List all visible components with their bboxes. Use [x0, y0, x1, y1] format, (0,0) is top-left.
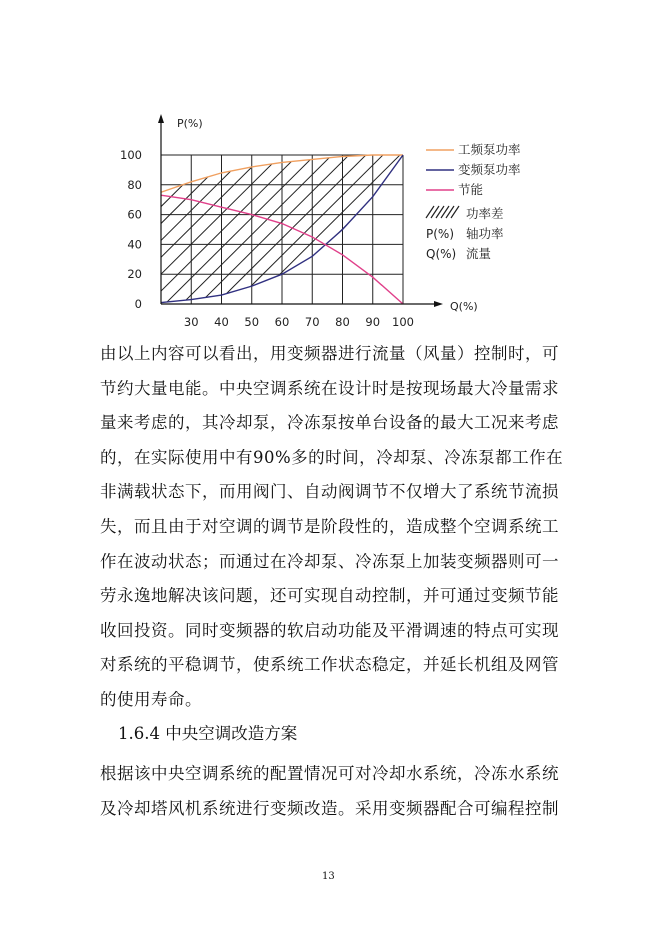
power-diff-hatch-line — [233, 145, 393, 304]
power-flow-chart — [118, 108, 558, 340]
legend-note-symbol: Q(%) — [426, 247, 457, 261]
body-paragraph-1 — [100, 337, 562, 718]
section-heading: 1.6.4 中央空调改造方案 — [118, 724, 298, 743]
legend-label-1: 变频泵功率 — [458, 162, 521, 177]
power-diff-hatch-line — [118, 145, 172, 304]
paragraph1-line: 的，在实际使用中有90%多的时间，冷却泵、冷冻泵都工作在 — [100, 447, 564, 467]
legend-note-meaning: 轴功率 — [466, 226, 504, 241]
legend-note-symbol: P(%) — [426, 227, 455, 241]
paragraph1-line: 对系统的平稳调节，使系统工作状态稳定，并延长机组及网管 — [100, 655, 559, 675]
x-tick-label: 50 — [244, 315, 260, 329]
power-diff-hatch-line — [199, 145, 359, 304]
y-tick-label: 100 — [120, 148, 142, 162]
paragraph1-line: 作在波动状态；而通过在冷却泵、冷冻泵上加装变频器则可一 — [100, 551, 559, 571]
body-paragraph-2 — [100, 757, 562, 826]
power-diff-hatch-line — [250, 145, 410, 304]
x-tick-label: 100 — [392, 315, 414, 329]
paragraph1-line: 的使用寿命。 — [100, 689, 202, 709]
power-diff-hatch-line — [118, 145, 121, 304]
legend-label-2: 节能 — [458, 182, 484, 197]
y-tick-label: 60 — [127, 207, 142, 222]
x-tick-label: 90 — [365, 315, 381, 329]
y-tick-label: 80 — [127, 177, 142, 192]
page-number: 13 — [322, 871, 335, 882]
paragraph1-line: 劳永逸地解决该问题，还可实现自动控制，并可通过变频节能 — [100, 586, 559, 606]
x-tick-label: 70 — [304, 315, 320, 329]
legend-note-meaning: 流量 — [466, 246, 492, 261]
paragraph2-line: 根据该中央空调系统的配置情况可对冷却水系统，冷冻水系统 — [100, 764, 559, 783]
x-tick-label: 40 — [214, 315, 229, 329]
paragraph1-line: 由以上内容可以看出，用变频器进行流量（风量）控制时，可 — [100, 344, 559, 363]
paragraph1-line: 失，而且由于对空调的调节是阶段性的，造成整个空调系统工 — [100, 516, 559, 536]
x-tick-label: 80 — [335, 315, 350, 329]
power-diff-hatch-line — [182, 145, 342, 304]
paragraph1-line: 节约大量电能。中央空调系统在设计时是按现场最大冷量需求 — [100, 378, 559, 398]
x-tick-label: 30 — [183, 315, 199, 329]
paragraph1-line: 非满载状态下，而用阀门、自动阀调节不仅增大了系统节流损 — [100, 482, 559, 502]
y-axis-label: P(%) — [177, 117, 203, 130]
y-tick-label: 40 — [127, 237, 142, 252]
x-tick-label: 60 — [274, 315, 290, 329]
x-axis-label: Q(%) — [450, 300, 478, 313]
legend-label-power-diff: 功率差 — [466, 206, 504, 221]
x-axis-arrow — [434, 301, 443, 307]
y-axis-arrow — [158, 114, 164, 123]
paragraph2-line: 及冷却塔风机系统进行变频改造。采用变频器配合可编程控制 — [100, 798, 559, 818]
power-diff-hatch-line — [284, 145, 444, 304]
power-diff-hatch-line — [301, 145, 461, 304]
y-tick-label: 0 — [134, 297, 142, 311]
legend-label-0: 工频泵功率 — [458, 142, 521, 157]
paragraph1-line: 量来考虑的，其冷却泵，冷冻泵按单台设备的最大工况来考虑 — [100, 413, 559, 433]
paragraph1-line: 收回投资。同时变频器的软启动功能及平滑调速的特点可实现 — [100, 620, 559, 640]
y-tick-label: 20 — [127, 267, 142, 282]
